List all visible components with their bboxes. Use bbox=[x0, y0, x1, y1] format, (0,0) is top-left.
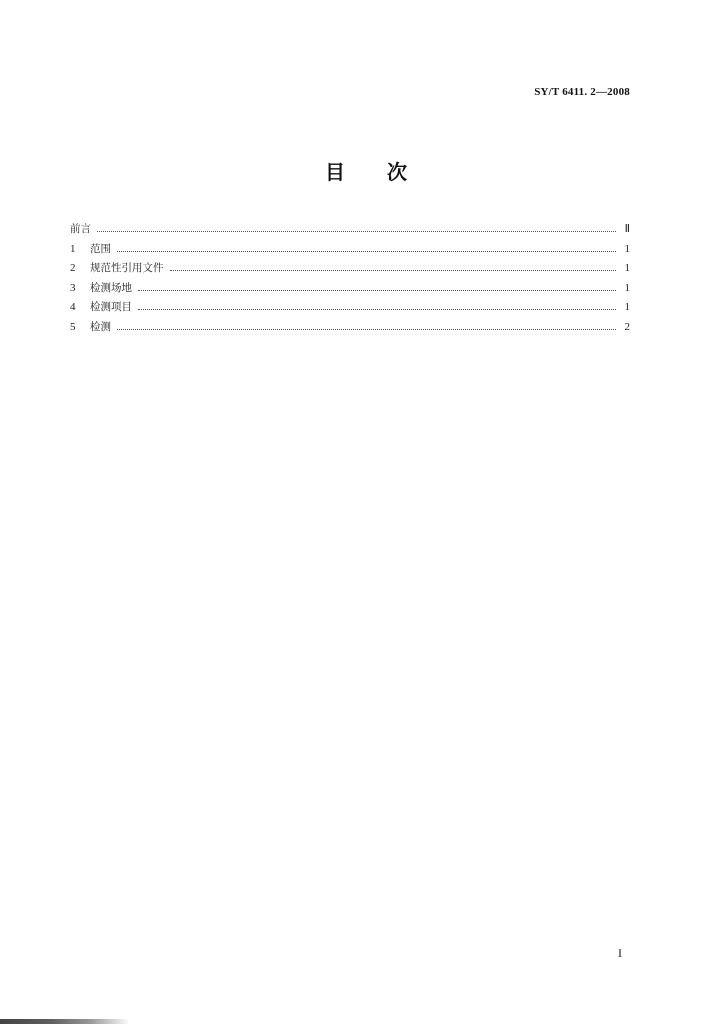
toc-entry-number: 1 bbox=[70, 242, 76, 255]
toc-entry-foreword[interactable] bbox=[70, 220, 630, 240]
toc-entry-label: 规范性引用文件 bbox=[90, 262, 164, 275]
page-number: I bbox=[618, 946, 622, 960]
dot-leader bbox=[138, 308, 616, 310]
toc-entry-label: 检测项目 bbox=[90, 301, 132, 314]
toc-entry-scope[interactable] bbox=[70, 240, 630, 260]
toc-entry-label: 检测场地 bbox=[90, 281, 132, 294]
toc-title bbox=[0, 156, 722, 185]
toc-entry-page: 2 bbox=[624, 320, 630, 333]
toc-entry-page: 1 bbox=[624, 242, 630, 255]
toc-entry-normative-references[interactable] bbox=[70, 259, 630, 279]
toc-entry-page: 1 bbox=[624, 262, 630, 275]
dot-leader bbox=[170, 269, 617, 271]
toc-entry-label: 前言 bbox=[70, 223, 91, 235]
toc-entry-test-items[interactable] bbox=[70, 298, 630, 318]
dot-leader bbox=[138, 289, 616, 291]
toc-title-char-2: 次 bbox=[387, 160, 407, 184]
toc-entry-page: 1 bbox=[624, 301, 630, 314]
dot-leader bbox=[97, 230, 616, 232]
toc-entry-label: 范围 bbox=[90, 242, 111, 255]
scan-artifact bbox=[0, 1019, 130, 1024]
toc-entry-number: 2 bbox=[70, 262, 76, 275]
toc-entry-testing[interactable] bbox=[70, 318, 630, 338]
toc-entry-label: 检测 bbox=[90, 320, 111, 333]
toc-entry-number: 4 bbox=[70, 301, 76, 314]
toc-entry-test-site[interactable] bbox=[70, 279, 630, 299]
toc-entry-number: 5 bbox=[70, 320, 76, 333]
standard-code: SY/T 6411. 2—2008 bbox=[534, 86, 630, 98]
toc-list bbox=[70, 220, 630, 338]
toc-entry-number: 3 bbox=[70, 281, 76, 294]
toc-title-char-1: 目 bbox=[325, 160, 345, 184]
toc-entry-page: 1 bbox=[624, 281, 630, 294]
dot-leader bbox=[117, 328, 616, 330]
dot-leader bbox=[117, 250, 616, 252]
toc-entry-page: Ⅱ bbox=[624, 223, 630, 235]
